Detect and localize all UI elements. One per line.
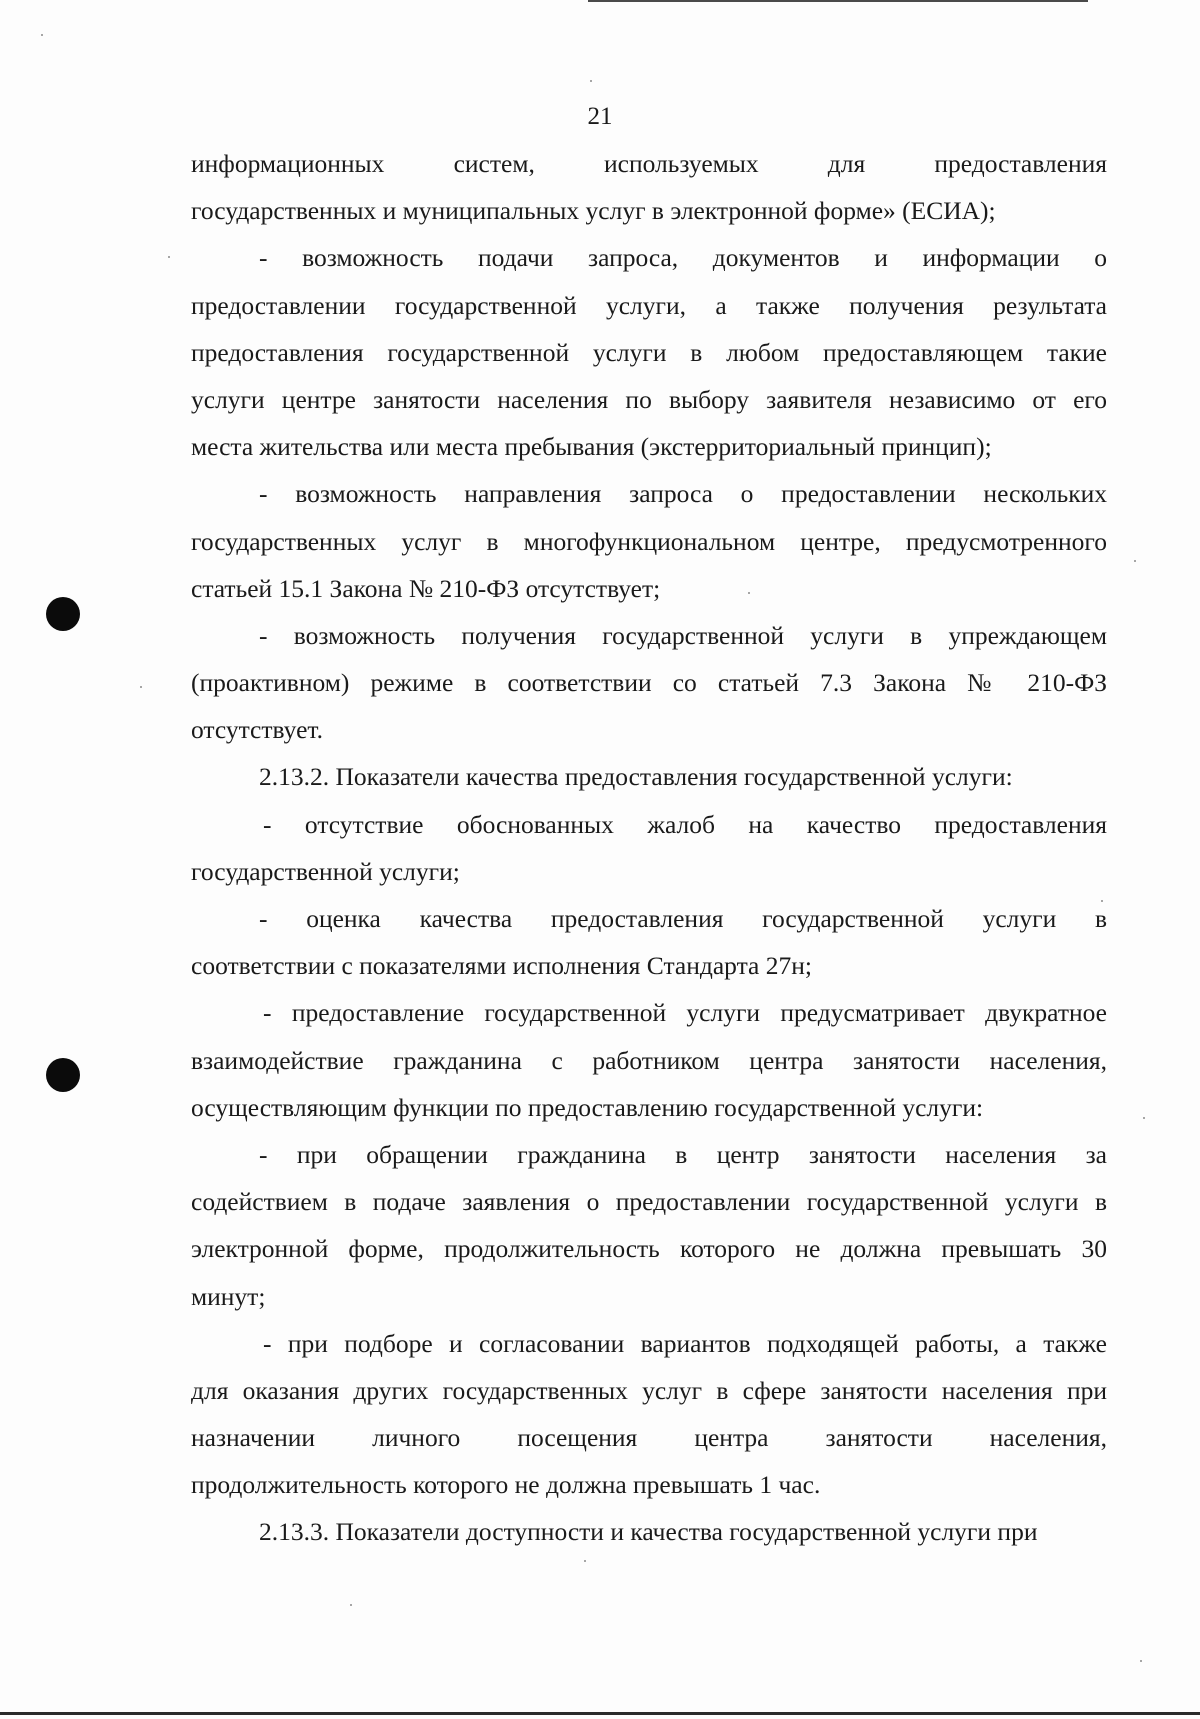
scan-bottom-edge <box>0 1712 1200 1715</box>
text-line: содействием в подаче заявления о предоставлении государственной услуги в <box>191 1187 1107 1217</box>
text-line: - возможность получения государственной услуги в упреждающем <box>259 620 1107 650</box>
text-line: отсутствует. <box>191 715 324 745</box>
text-line: осуществляющим функции по предоставлению государственной услуги: <box>191 1092 984 1122</box>
hole-punch-bottom <box>46 1058 80 1092</box>
text-line: - возможность направления запроса о предоставлении нескольких <box>259 479 1107 509</box>
text-line: государственных и муниципальных услуг в электронной форме» (ЕСИА); <box>191 196 996 226</box>
text-line: - при подборе и согласовании вариантов подходящей работы, а также <box>263 1328 1107 1358</box>
scan-speck <box>590 80 592 82</box>
text-line: минут; <box>191 1281 266 1311</box>
scan-speck <box>1134 560 1136 562</box>
scan-speck <box>1140 1660 1142 1662</box>
scan-speck <box>748 592 750 594</box>
scan-speck <box>584 1560 586 1562</box>
text-line: - при обращении гражданина в центр занятости населения за <box>259 1139 1107 1169</box>
text-line: взаимодействие гражданина с работником центра занятости населения, <box>191 1045 1107 1075</box>
scan-top-edge <box>588 0 1088 2</box>
section-heading: 2.13.2. Показатели качества предоставления государственной услуги: <box>259 762 1013 792</box>
text-line: соответствии с показателями исполнения Стандарта 27н; <box>191 951 812 981</box>
text-line: предоставлении государственной услуги, а также получения результата <box>191 290 1107 320</box>
text-line: (проактивном) режиме в соответствии со статьей 7.3 Закона № 210-ФЗ <box>191 668 1107 698</box>
hole-punch-top <box>46 597 80 631</box>
section-heading: 2.13.3. Показатели доступности и качества государственной услуги при <box>259 1517 1038 1547</box>
scan-speck <box>1101 900 1103 902</box>
scan-speck <box>1143 1117 1145 1119</box>
text-line: - оценка качества предоставления государственной услуги в <box>259 904 1107 933</box>
text-line: электронной форме, продолжительность которого не должна превышать 30 <box>191 1234 1107 1264</box>
text-line: государственной услуги; <box>191 856 460 886</box>
text-line: информационных систем, используемых для предоставления <box>191 149 1107 178</box>
text-line: - предоставление государственной услуги предусматривает двукратное <box>263 998 1107 1028</box>
text-line: места жительства или места пребывания (экстерриториальный принцип); <box>191 432 992 462</box>
scan-speck <box>140 686 142 688</box>
text-line: - отсутствие обоснованных жалоб на качество предоставления <box>263 809 1107 839</box>
text-line: - возможность подачи запроса, документов и информации о <box>259 243 1107 273</box>
text-line: предоставления государственной услуги в любом предоставляющем такие <box>191 337 1107 367</box>
scan-speck <box>168 256 170 258</box>
scan-speck <box>41 34 43 36</box>
text-line: услуги центре занятости населения по выбору заявителя независимо от его <box>191 384 1107 414</box>
text-line: государственных услуг в многофункциональном центре, предусмотренного <box>191 526 1107 556</box>
text-line: для оказания других государственных услуг в сфере занятости населения при <box>191 1375 1107 1405</box>
page-number: 21 <box>587 103 613 130</box>
text-line: статьей 15.1 Закона № 210-ФЗ отсутствует; <box>191 573 661 603</box>
text-line: продолжительность которого не должна превышать 1 час. <box>191 1470 821 1500</box>
text-line: назначении личного посещения центра занятости населения, <box>191 1423 1107 1453</box>
document-body <box>191 140 1107 1556</box>
scan-speck <box>350 1604 352 1606</box>
